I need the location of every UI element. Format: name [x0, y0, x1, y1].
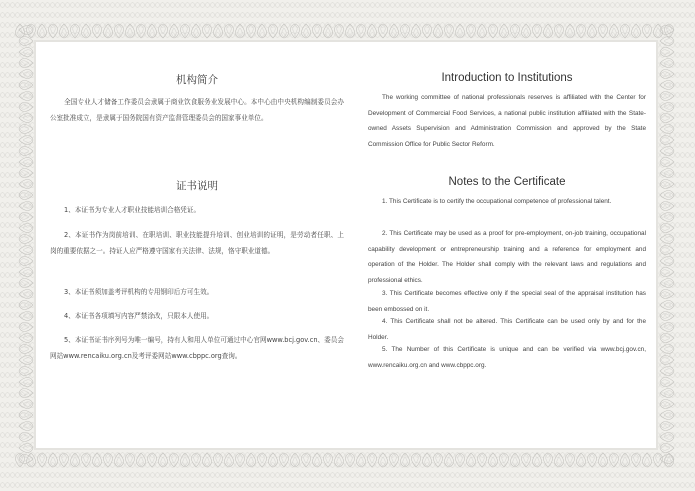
chinese-intro-text: 全国专业人才储备工作委员会隶属于商业饮食服务业发展中心。本中心由中央机构编制委员会办公室批准成立，是隶属于国务院国有资产监督管理委员会的国家事业单位。: [50, 98, 344, 122]
chinese-note-5: 5、本证书证书序列号为唯一编号，持有人和用人单位可通过中心官网www.bcj.gov.cn、委员会网站www.rencaiku.org.cn及考评委网站www.cbppc.org查询。: [50, 336, 344, 360]
english-notes-title: Notes to the Certificate: [448, 176, 566, 188]
english-intro-text: The working committee of national professionals reserves is affiliated with the Center for Development of Commercial Food Services, a national public institution affiliated with the State-owned Assets Supervision and Administration Commission and approved by the State Commission Office for Public Sector Reform.: [368, 94, 646, 148]
english-note-1: 1. This Certificate is to certify the occupational competence of professional talent.: [382, 198, 612, 205]
chinese-note-2: 2、本证书作为岗前培训、在职培训、职业技能提升培训、创业培训的证明，是劳动者任职、上岗的重要依据之一。持证人应严格遵守国家有关法律、法规，恪守职业道德。: [50, 231, 344, 255]
certificate-panel: [36, 42, 656, 448]
chinese-notes-title: 证书说明: [176, 180, 218, 192]
english-note-2: 2. This Certificate may be used as a proof for pre-employment, on-job training, occupational capability development or entrepreneurship training and a reference for employment and operation of the Holder. The Holder shall comply with the relevant laws and regulations and professional ethics.: [368, 230, 646, 284]
chinese-intro-title: 机构简介: [176, 74, 218, 86]
chinese-note-4: 4、本证书各项填写内容严禁涂改，只限本人使用。: [64, 312, 214, 320]
english-note-4: 4. This Certificate shall not be altered. This Certificate can be used only by and for the Holder.: [368, 318, 646, 341]
english-intro-title: Introduction to Institutions: [441, 72, 573, 84]
english-note-5: 5. The Number of this Certificate is unique and can be verified via www.bcj.gov.cn, www.rencaiku.org.cn and www.cbppc.org.: [368, 346, 646, 369]
chinese-note-1: 1、本证书为专业人才职业技能培训合格凭证。: [64, 206, 201, 214]
chinese-note-3: 3、本证书须加盖考评机构的专用钢印后方可生效。: [64, 288, 214, 296]
english-note-3: 3. This Certificate becomes effective only if the special seal of the appraisal institution has been embossed on it.: [368, 290, 646, 313]
